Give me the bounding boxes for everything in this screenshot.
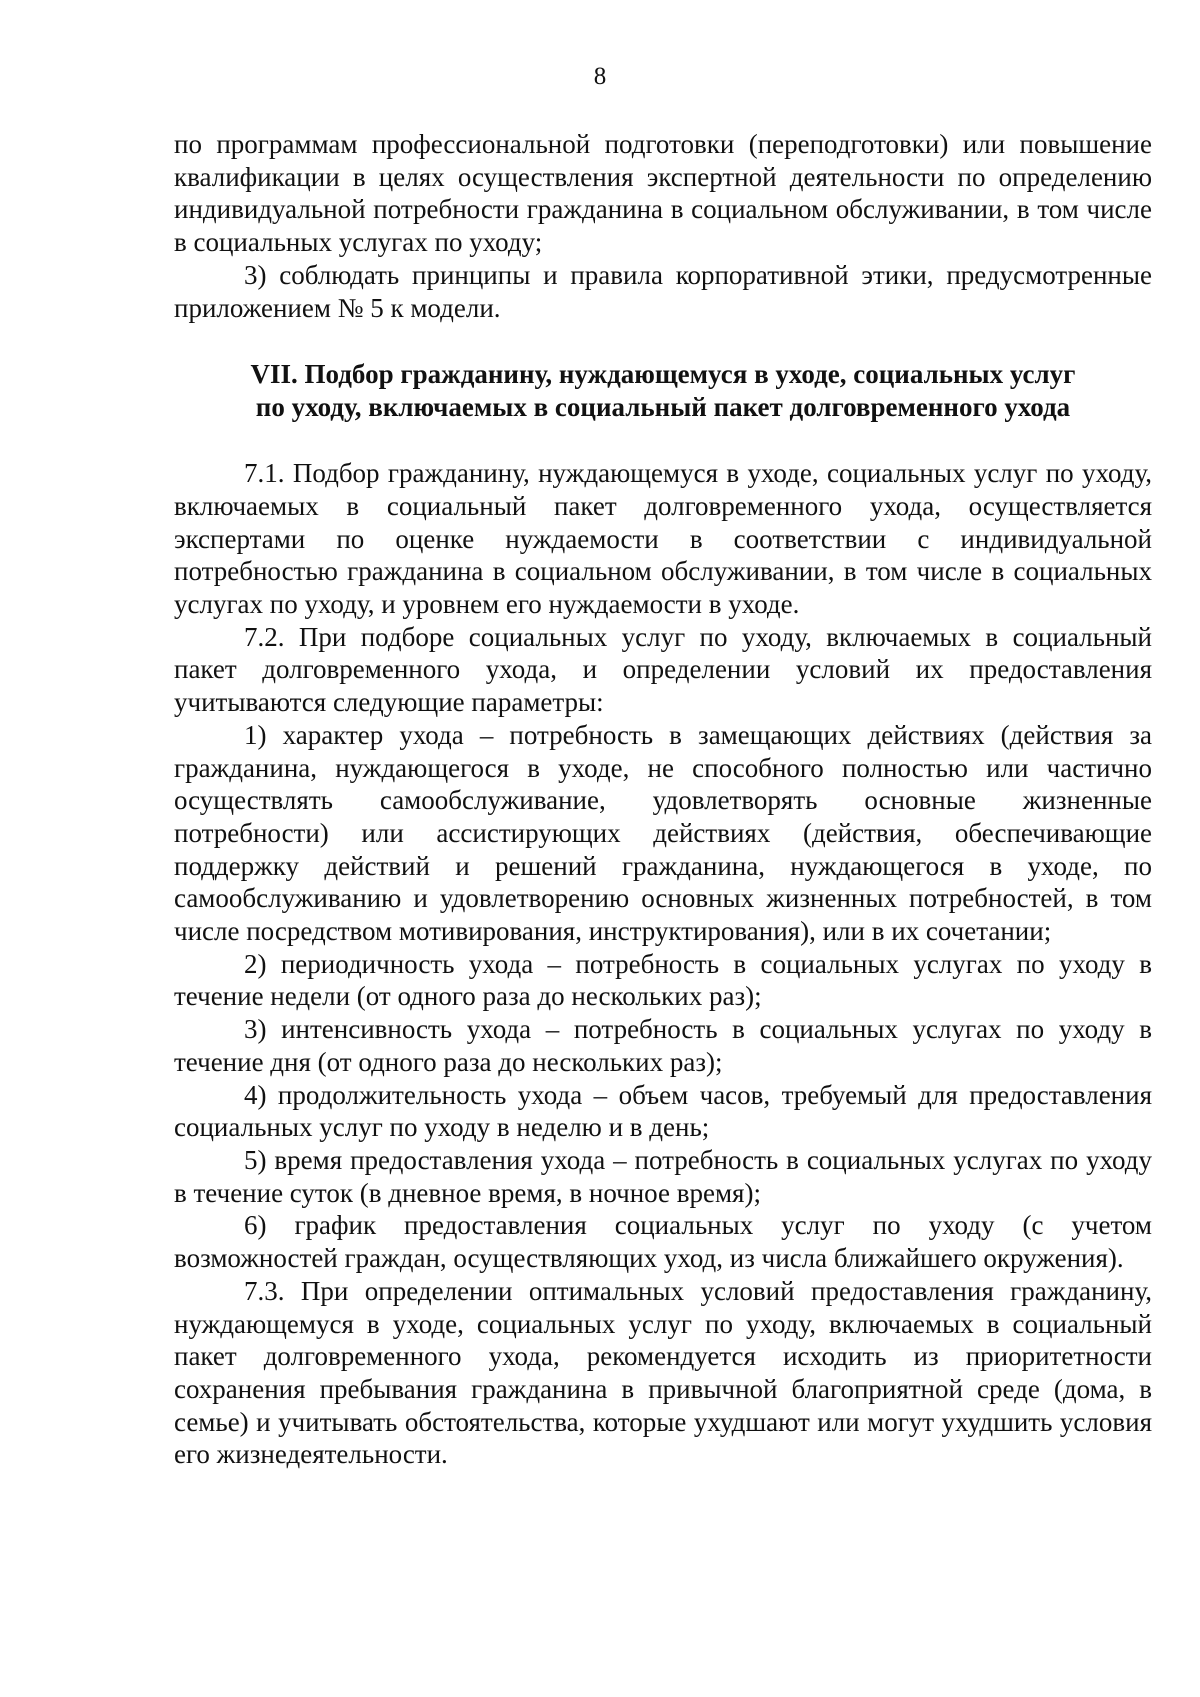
page-number: 8 [593,63,607,90]
list-item-2: 2) периодичность ухода – потребность в социальных услугах по уходу в течение недели (от одного раза до нескольких раз); [174,948,1152,1012]
list-item-3b: 3) интенсивность ухода – потребность в социальных услугах по уходу в течение дня (от одного раза до нескольких раз); [174,1014,1152,1077]
list-item-5: 5) время предоставления ухода – потребность в социальных услугах по уходу в течение суток (в дневное время, в ночное время); [174,1144,1152,1208]
list-item-3: 3) соблюдать принципы и правила корпоративной этики, предусмотренные приложением № 5 к модели. [174,259,1152,323]
paragraph-7-2: 7.2. При подборе социальных услуг по уходу, включаемых в социальный пакет долговременного ухода, и определении условий их предоставления учитываются следующие параметры: [174,621,1152,718]
section-heading-line-1: VII. Подбор гражданину, нуждающемуся в уходе, социальных услуг [250,359,1076,390]
paragraph-7-3: 7.3. При определении оптимальных условий предоставления гражданину, нуждающемуся в уходе, социальных услуг по уходу, включаемых в социальный пакет долговременного ухода, рекомендуется исходить из приоритетности сохранения пребывания гражданина в привычной благоприятной среде (дома, в семье) и учитывать обстоятельства, которые ухудшают или могут ухудшить условия его жизнедеятельности. [174,1275,1152,1470]
paragraph-7-1: 7.1. Подбор гражданину, нуждающемуся в уходе, социальных услуг по уходу, включаемых в социальный пакет долговременного ухода, осуществляется экспертами по оценке нуждаемости в соответствии с индивидуальной потребностью гражданина в социальном обслуживании, в том числе в социальных услугах по уходу, и уровнем его нуждаемости в уходе. [174,458,1152,620]
section-heading [174,358,1152,424]
document-body [174,128,1152,1471]
paragraph-continuation: по программам профессиональной подготовки (переподготовки) или повышение квалификации в целях осуществления экспертной деятельности по определению индивидуальной потребности гражданина в социальном обслуживании, в том числе в социальных услугах по уходу; [174,129,1152,258]
list-item-6: 6) график предоставления социальных услуг по уходу (с учетом возможностей граждан, осуществляющих уход, из числа ближайшего окружения). [174,1210,1152,1274]
list-item-1: 1) характер ухода – потребность в замещающих действиях (действия за гражданина, нуждающегося в уходе, не способного полностью или частично осуществлять самообслуживание, удовлетворять основные жизненные потребности) или ассистирующих действиях (действия, обеспечивающие поддержку действий и решений гражданина, нуждающегося в уходе, по самообслуживанию и удовлетворению основных жизненных потребностей, в том числе посредством мотивирования, инструктирования), или в их сочетании; [174,719,1152,947]
section-heading-line-2: по уходу, включаемых в социальный пакет долговременного ухода [255,392,1071,423]
list-item-4: 4) продолжительность ухода – объем часов, требуемый для предоставления социальных услуг по уходу в неделю и в день; [174,1079,1152,1143]
